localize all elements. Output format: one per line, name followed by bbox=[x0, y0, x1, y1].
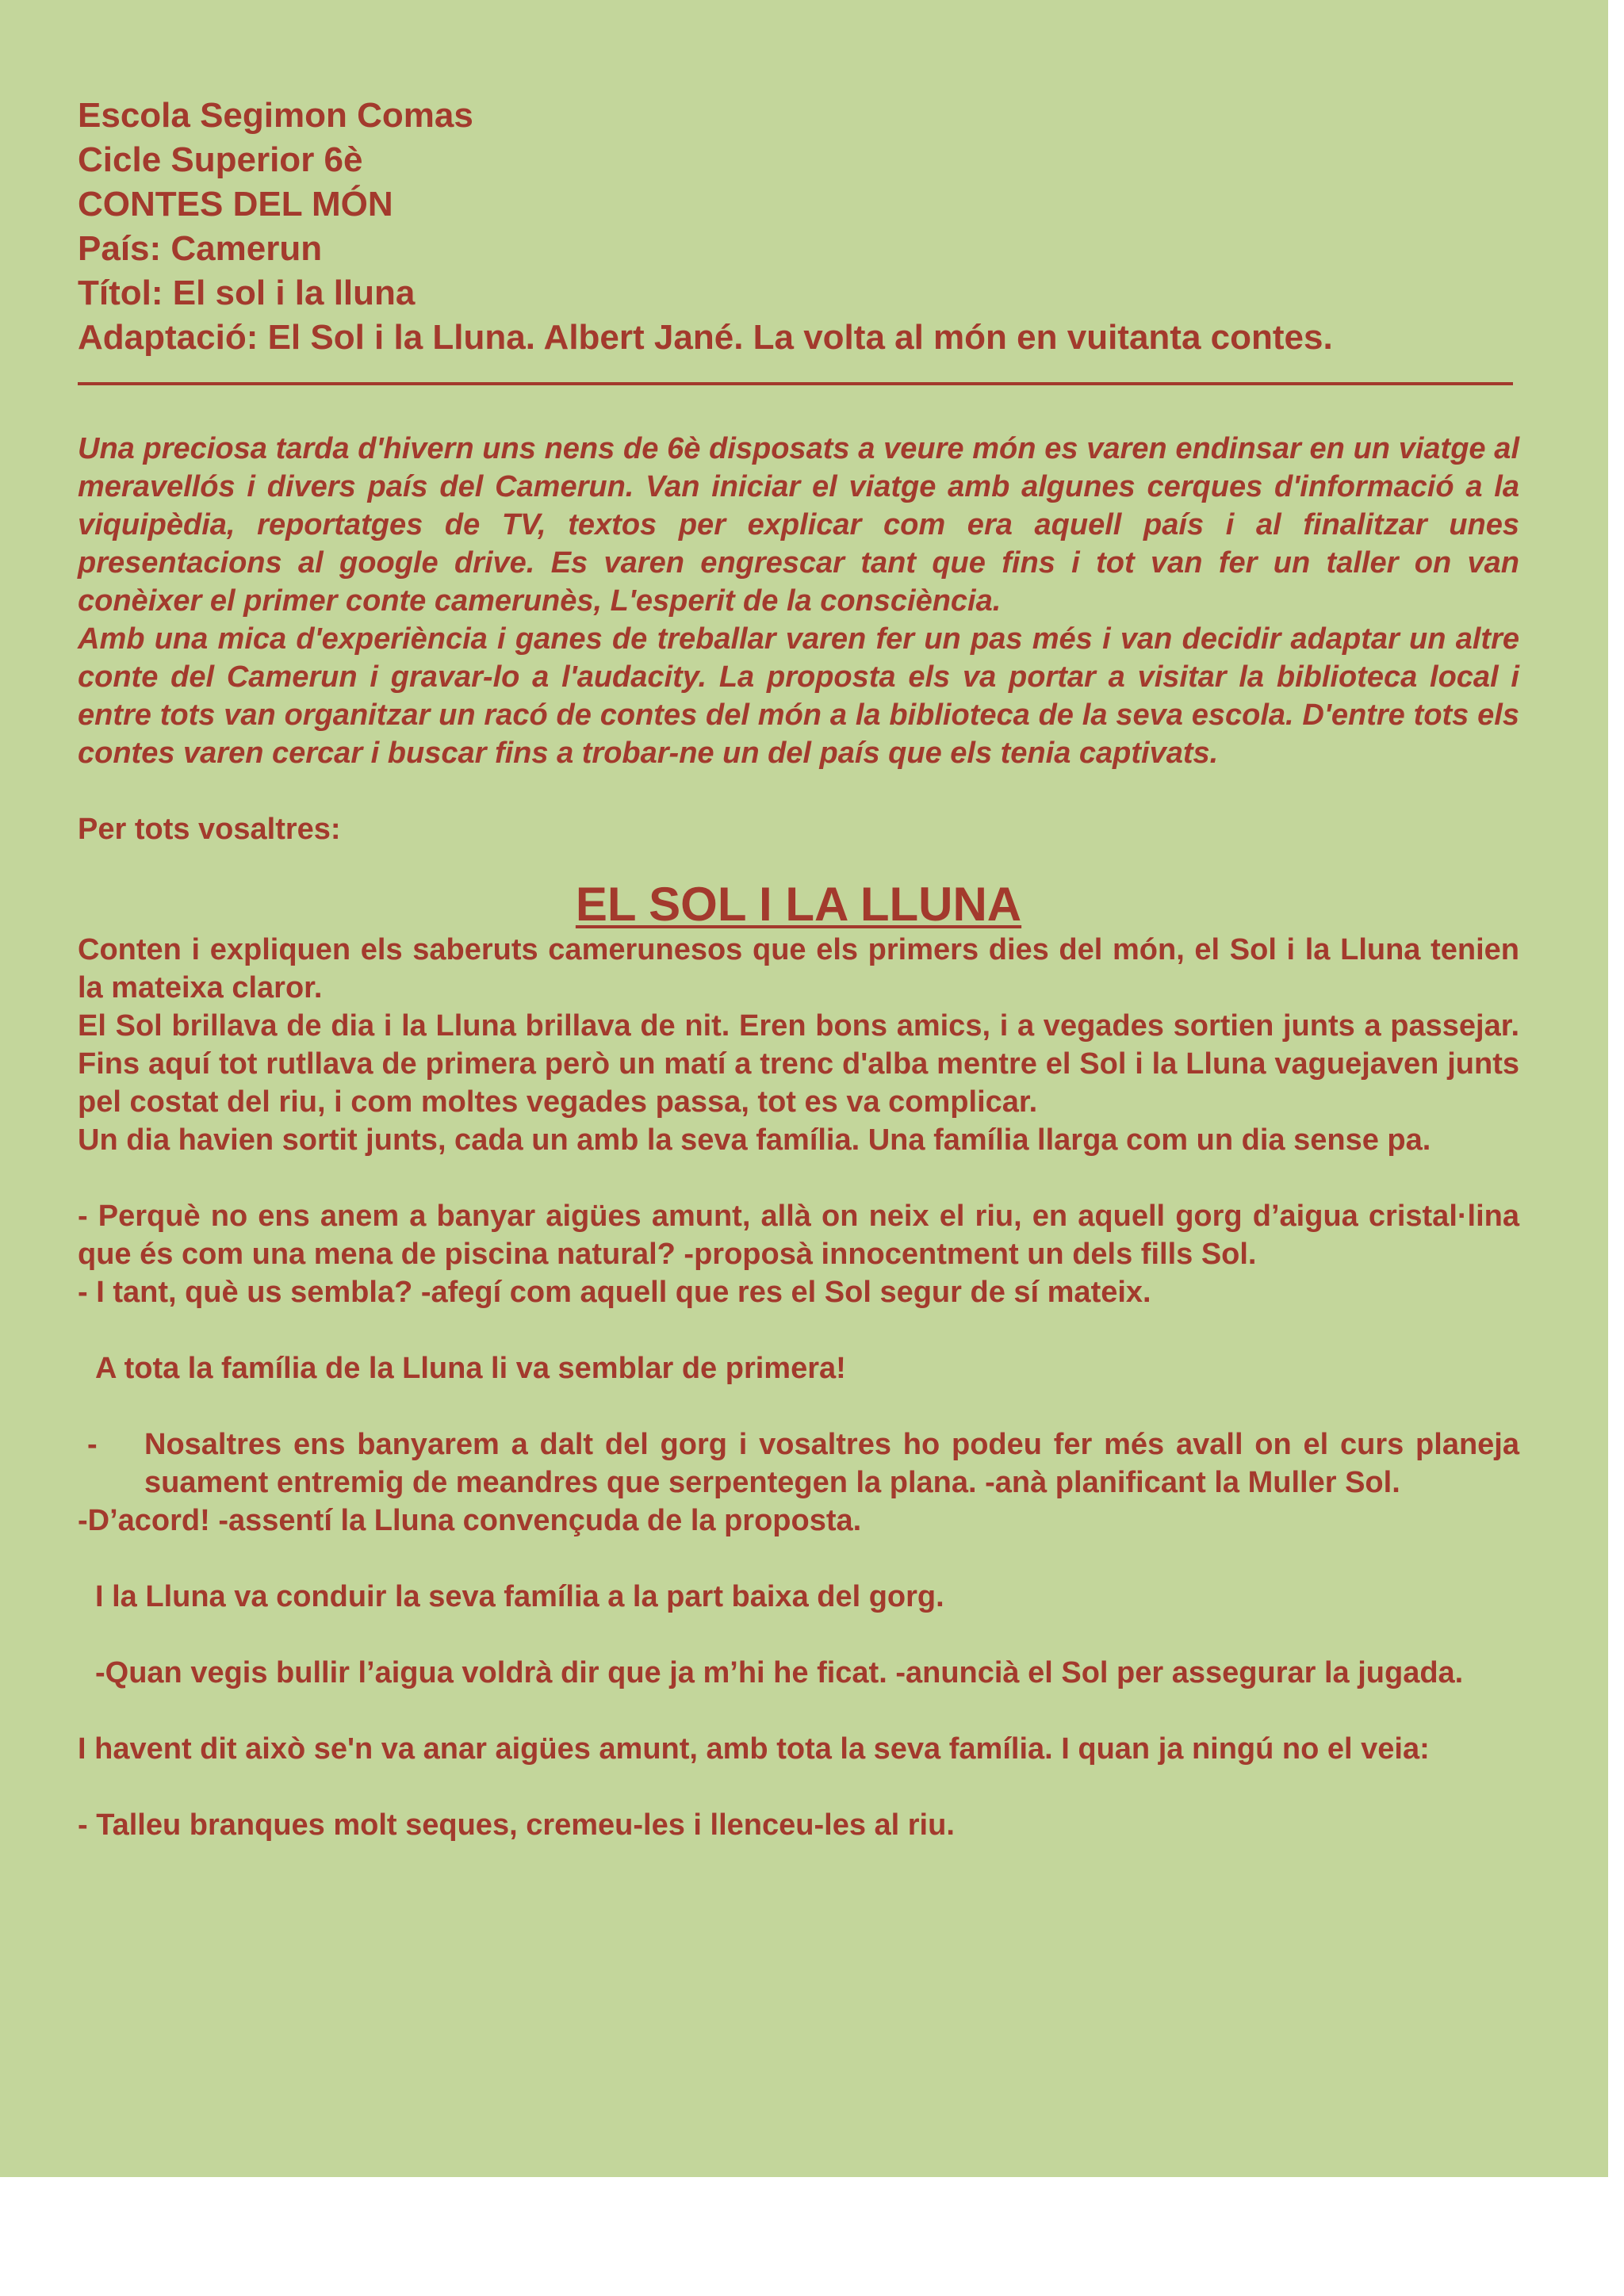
spacer bbox=[78, 1768, 1519, 1806]
spacer bbox=[78, 1616, 1519, 1654]
title-line: Títol: El sol i la lluna bbox=[78, 274, 416, 312]
story-title: EL SOL I LA LLUNA bbox=[575, 878, 1022, 931]
story-paragraph-2: El Sol brillava de dia i la Lluna brillava de nit. Eren bons amics, i a vegades sortien junts a passejar. Fins aquí tot rutllava de primera però un matí a trenc d'alba mentre el Sol i la Lluna vaguejaven junts pel costat del riu, i com moltes vegades passa, tot es va complicar. bbox=[78, 1009, 1519, 1119]
spacer bbox=[78, 1311, 1519, 1349]
spacer bbox=[78, 1540, 1519, 1578]
story-paragraph-3: Un dia havien sortit junts, cada un amb la seva família. Una família llarga com un dia sense pa. bbox=[78, 1123, 1431, 1157]
cycle-line: Cicle Superior 6è bbox=[78, 140, 363, 179]
dedication-line: Per tots vosaltres: bbox=[78, 813, 341, 846]
dialogue-text: Nosaltres ens banyarem a dalt del gorg i vosaltres ho podeu fer més avall on el curs planeja suament entremig de meandres que serpentegen la plana. -anà planificant la Muller Sol. bbox=[144, 1428, 1519, 1499]
school-name: Escola Segimon Comas bbox=[78, 96, 473, 135]
story-text bbox=[78, 931, 1519, 1844]
intro-text bbox=[78, 430, 1519, 772]
collection-line: CONTES DEL MÓN bbox=[78, 185, 393, 224]
story-paragraph-10: -Quan vegis bullir l’aigua voldrà dir que ja m’hi he ficat. -anuncià el Sol per assegurar la jugada. bbox=[95, 1656, 1464, 1689]
spacer bbox=[78, 1692, 1519, 1730]
story-paragraph-12: - Talleu branques molt seques, cremeu-les i llenceu-les al riu. bbox=[78, 1808, 955, 1842]
spacer bbox=[78, 1159, 1519, 1197]
story-paragraph-5: - I tant, què us sembla? -afegí com aquell que res el Sol segur de sí mateix. bbox=[78, 1276, 1151, 1309]
story-paragraph-11: I havent dit això se'n va anar aigües amunt, amb tota la seva família. I quan ja ningú no el veia: bbox=[78, 1732, 1430, 1766]
document-content bbox=[78, 94, 1519, 1844]
document-header bbox=[78, 94, 1519, 360]
story-paragraph-1: Conten i expliquen els saberuts camerunesos que els primers dies del món, el Sol i la Lluna tenien la mateixa claror. bbox=[78, 933, 1519, 1004]
dialogue-dash: - bbox=[87, 1428, 98, 1461]
intro-paragraph-2: Amb una mica d'experiència i ganes de treballar varen fer un pas més i van decidir adaptar un altre conte del Camerun i gravar-lo a l'audacity. La proposta els va portar a visitar la biblioteca local i entre tots van organitzar un racó de contes del món a la biblioteca de la seva escola. D'entre tots els contes varen cercar i buscar fins a trobar-ne un del país que els tenia captivats. bbox=[78, 622, 1519, 770]
story-paragraph-4: - Perquè no ens anem a banyar aigües amunt, allà on neix el riu, en aquell gorg d’aigua cristal·lina que és com una mena de piscina natural? -proposà innocentment un dels fills Sol. bbox=[78, 1200, 1519, 1271]
spacer bbox=[78, 1387, 1519, 1425]
country-line: País: Camerun bbox=[78, 229, 323, 268]
story-paragraph-7 bbox=[78, 1425, 1519, 1502]
header-divider bbox=[78, 382, 1513, 385]
story-paragraph-9: I la Lluna va conduir la seva família a la part baixa del gorg. bbox=[95, 1580, 944, 1613]
adaptation-line: Adaptació: El Sol i la Lluna. Albert Jané. La volta al món en vuitanta contes. bbox=[78, 318, 1333, 357]
intro-paragraph-1: Una preciosa tarda d'hivern uns nens de 6è disposats a veure món es varen endinsar en un viatge al meravellós i divers país del Camerun. Van iniciar el viatge amb algunes cerques d'informació a la viquipèdia, reportatges de TV, textos per explicar com era aquell país i al finalitzar unes presentacions al google drive. Es varen engrescar tant que fins i tot van fer un taller on van conèixer el primer conte camerunès, L'esperit de la consciència. bbox=[78, 432, 1519, 618]
story-paragraph-6: A tota la família de la Lluna li va semblar de primera! bbox=[95, 1352, 846, 1385]
story-paragraph-8: -D’acord! -assentí la Lluna convençuda de la proposta. bbox=[78, 1504, 862, 1537]
